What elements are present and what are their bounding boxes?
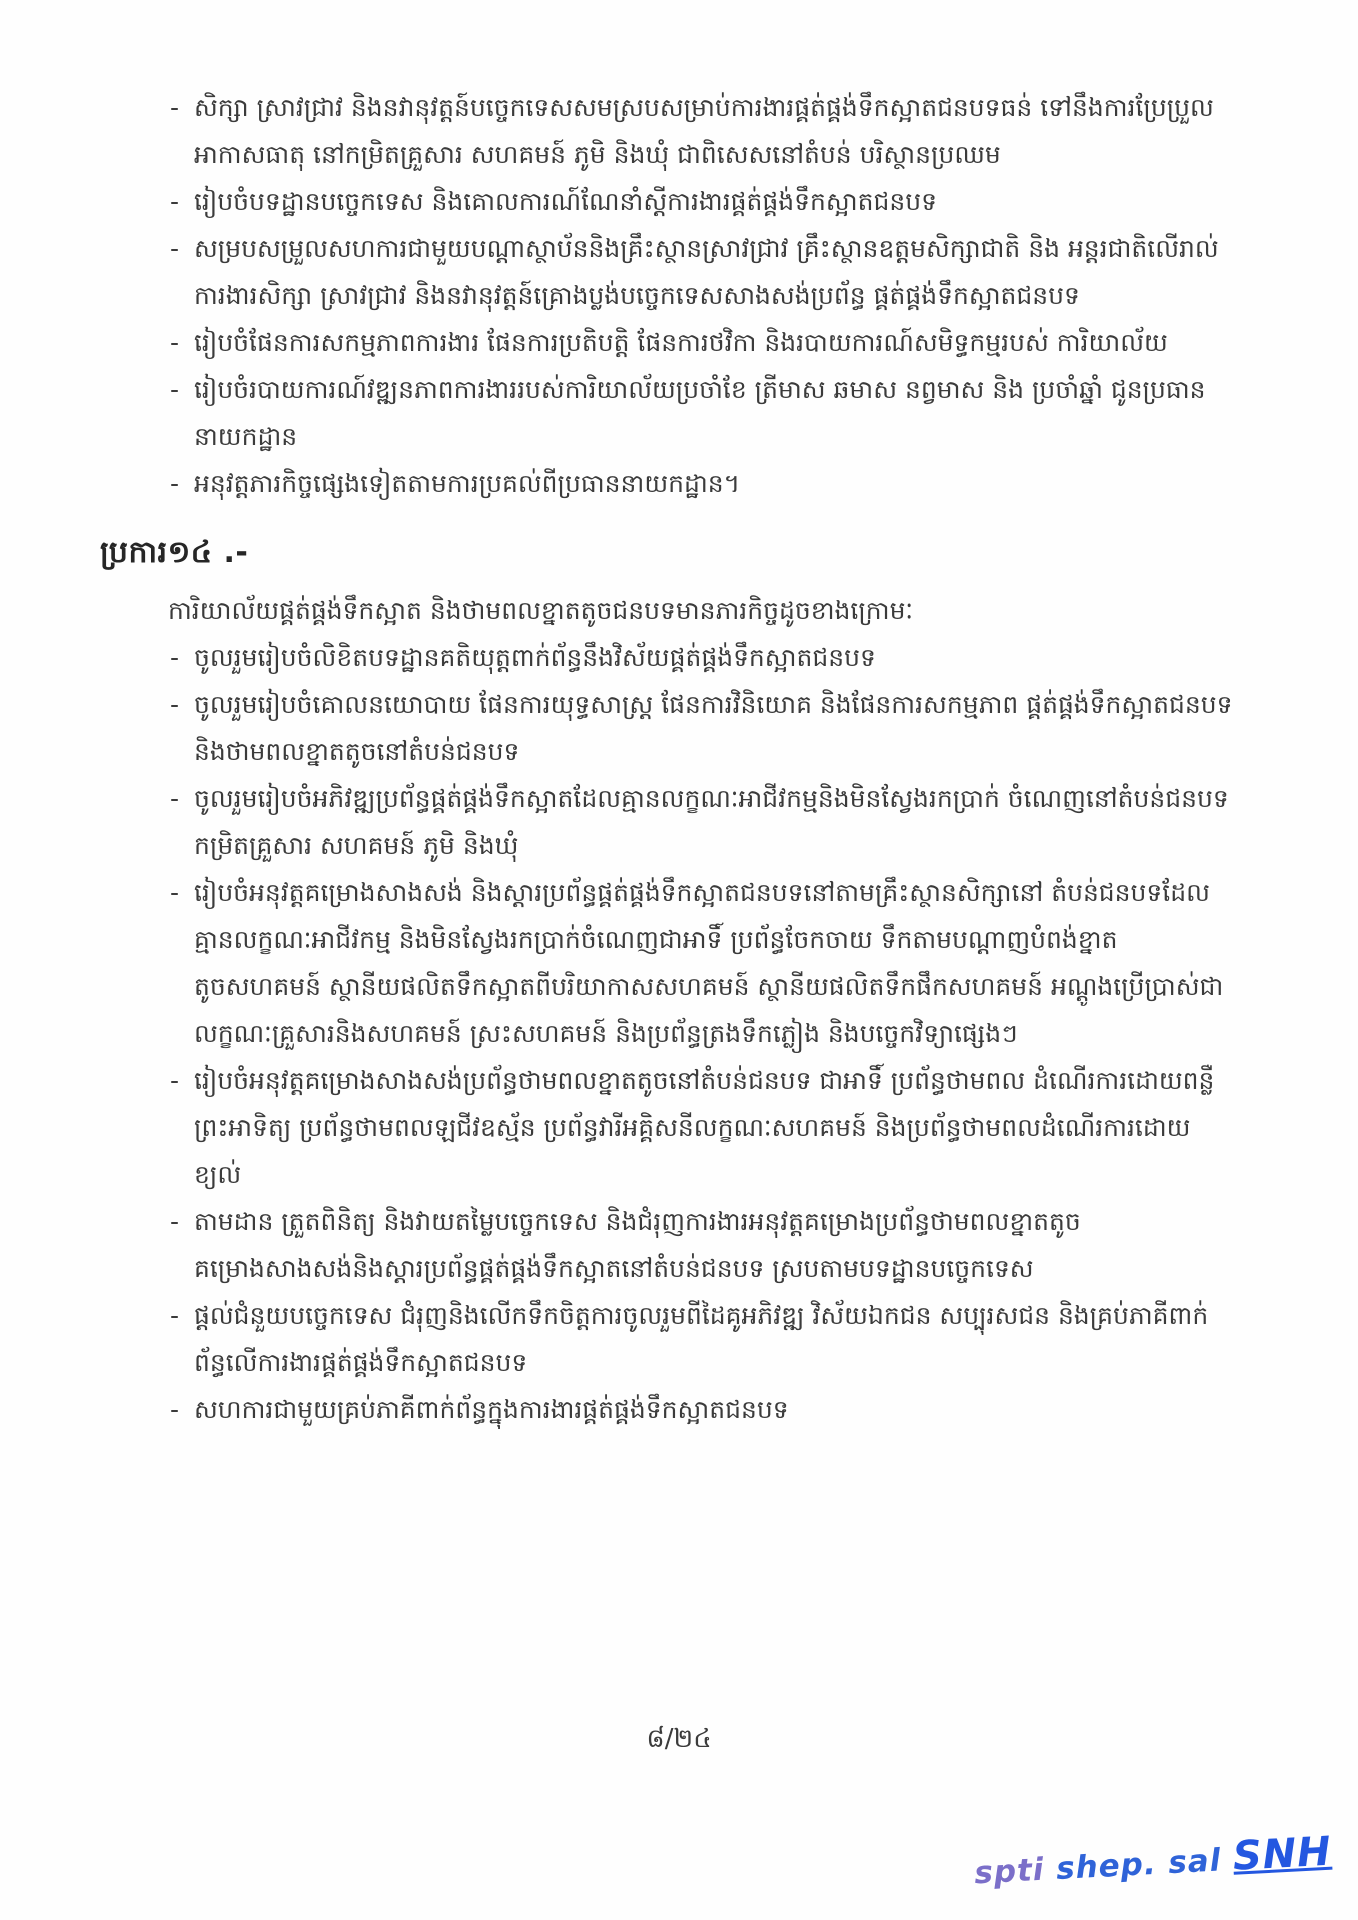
bullet-text: សម្របសម្រួលសហការជាមួយបណ្ដាស្ថាប័ននិងគ្រឹះស្ថានស្រាវជ្រាវ គ្រឹះស្ថានឧត្តមសិក្សាជាតិ និង អន្តរជាតិលើរាល់ការងារសិក្សា ស្រាវជ្រាវ និងនវានុវត្តន៍គ្រោងប្លង់បច្ចេកទេសសាងសង់ប្រព័ន្ធ ផ្គត់ផ្គង់ទឹកស្អាតជនបទ bbox=[194, 234, 1219, 310]
bullet-dash: - bbox=[170, 1207, 180, 1236]
bullet-dash: - bbox=[170, 93, 180, 122]
bullet-text: រៀបចំផែនការសកម្មភាពការងារ ផែនការប្រតិបត្តិ ផែនការថវិកា និងរបាយការណ៍សមិទ្ធកម្មរបស់ ការិយាល័យ bbox=[194, 328, 1168, 357]
list-item bbox=[168, 775, 1235, 869]
list-item bbox=[168, 225, 1235, 319]
list-item bbox=[168, 366, 1235, 460]
bullet-text: រៀបចំអនុវត្តគម្រោងសាងសង់ និងស្ដារប្រព័ន្ធផ្គត់ផ្គង់ទឹកស្អាតជនបទនៅតាមគ្រឹះស្ថានសិក្សានៅ តំបន់ជនបទដែលគ្មានលក្ខណៈអាជីវកម្ម និងមិនស្វែងរកប្រាក់ចំណេញជាអាទិ៍ ប្រព័ន្ធចែកចាយ ទឹកតាមបណ្ដាញបំពង់ខ្នាតតូចសហគមន៍ ស្ថានីយផលិតទឹកស្អាតពីបរិយាកាសសហគមន៍ ស្ថានីយផលិតទឹកផឹកសហគមន៍ អណ្ដូងប្រើប្រាស់ជាលក្ខណៈគ្រួសារនិងសហគមន៍ ស្រះសហគមន៍ និងប្រព័ន្ធត្រងទឹកភ្លៀង និងបច្ចេកវិទ្យាផ្សេងៗ bbox=[194, 878, 1224, 1048]
list-item bbox=[168, 634, 1235, 681]
bullet-text: សហការជាមួយគ្រប់ភាគីពាក់ព័ន្ធក្នុងការងារផ្គត់ផ្គង់ទឹកស្អាតជនបទ bbox=[194, 1395, 789, 1424]
article-bullet-list bbox=[168, 634, 1235, 1433]
bullet-dash: - bbox=[170, 1395, 180, 1424]
article-intro: ការិយាល័យផ្គត់ផ្គង់ទឹកស្អាត និងថាមពលខ្នាតតូចជនបទមានភារកិច្ចដូចខាងក្រោមៈ bbox=[168, 596, 914, 625]
signature-part-1: spti bbox=[973, 1851, 1046, 1892]
bullet-dash: - bbox=[170, 469, 180, 498]
bullet-text: ផ្ដល់ជំនួយបច្ចេកទេស ជំរុញនិងលើកទឹកចិត្តការចូលរួមពីដៃគូអភិវឌ្ឍ វិស័យឯកជន សប្បុរសជន និងគ្រប់ភាគីពាក់ព័ន្ធលើការងារផ្គត់ផ្គង់ទឹកស្អាតជនបទ bbox=[194, 1301, 1209, 1377]
list-item bbox=[168, 319, 1235, 366]
document-content bbox=[100, 84, 1235, 1433]
list-item bbox=[168, 84, 1235, 178]
article-heading: ប្រការ១៤ .- bbox=[100, 535, 249, 570]
bullet-dash: - bbox=[170, 784, 180, 813]
list-item bbox=[168, 869, 1235, 1057]
bullet-dash: - bbox=[170, 328, 180, 357]
bullet-text: ចូលរួមរៀបចំគោលនយោបាយ ផែនការយុទ្ធសាស្ត្រ ផែនការវិនិយោគ និងផែនការសកម្មភាព ផ្គត់ផ្គង់ទឹកស្អាតជនបទ និងថាមពលខ្នាតតូចនៅតំបន់ជនបទ bbox=[194, 690, 1233, 766]
signature-part-2: shep. sal bbox=[1055, 1842, 1223, 1888]
bullet-text: ចូលរួមរៀបចំអភិវឌ្ឍប្រព័ន្ធផ្គត់ផ្គង់ទឹកស្អាតដែលគ្មានលក្ខណៈអាជីវកម្មនិងមិនស្វែងរកប្រាក់ ចំណេញនៅតំបន់ជនបទកម្រិតគ្រួសារ សហគមន៍ ភូមិ និងឃុំ bbox=[194, 784, 1229, 860]
bullet-dash: - bbox=[170, 643, 180, 672]
signature-part-3: SNH bbox=[1231, 1828, 1333, 1880]
bullet-dash: - bbox=[170, 375, 180, 404]
bullet-text: រៀបចំបទដ្ឋានបច្ចេកទេស និងគោលការណ៍ណែនាំស្ដីការងារផ្គត់ផ្គង់ទឹកស្អាតជនបទ bbox=[194, 187, 937, 216]
bullet-dash: - bbox=[170, 234, 180, 263]
bullet-dash: - bbox=[170, 187, 180, 216]
bullet-dash: - bbox=[170, 1066, 180, 1095]
list-item bbox=[168, 1292, 1235, 1386]
list-item bbox=[168, 178, 1235, 225]
page-number: ៨/២៤ bbox=[646, 1724, 712, 1754]
bullet-text: រៀបចំរបាយការណ៍វឌ្ឍនភាពការងាររបស់ការិយាល័យប្រចាំខែ ត្រីមាស ឆមាស នព្វមាស និង ប្រចាំឆ្នាំ ជូនប្រធាននាយកដ្ឋាន bbox=[194, 375, 1206, 451]
bullet-text: អនុវត្តភារកិច្ចផ្សេងទៀតតាមការប្រគល់ពីប្រធាននាយកដ្ឋាន។ bbox=[194, 469, 741, 498]
top-bullet-list bbox=[168, 84, 1235, 507]
bullet-text: រៀបចំអនុវត្តគម្រោងសាងសង់ប្រព័ន្ធថាមពលខ្នាតតូចនៅតំបន់ជនបទ ជាអាទិ៍ ប្រព័ន្ធថាមពល ដំណើរការដោយពន្លឺព្រះអាទិត្យ ប្រព័ន្ធថាមពលឡជីវឧស្ម័ន ប្រព័ន្ធវារីអគ្គិសនីលក្ខណៈសហគមន៍ និងប្រព័ន្ធថាមពលដំណើរការដោយខ្យល់ bbox=[194, 1066, 1215, 1189]
bullet-dash: - bbox=[170, 690, 180, 719]
list-item bbox=[168, 1057, 1235, 1198]
bullet-dash: - bbox=[170, 878, 180, 907]
list-item bbox=[168, 460, 1235, 507]
bullet-text: ចូលរួមរៀបចំលិខិតបទដ្ឋានគតិយុត្តពាក់ព័ន្ធនឹងវិស័យផ្គត់ផ្គង់ទឹកស្អាតជនបទ bbox=[194, 643, 876, 672]
list-item bbox=[168, 1386, 1235, 1433]
bullet-dash: - bbox=[170, 1301, 180, 1330]
bullet-text: តាមដាន ត្រួតពិនិត្យ និងវាយតម្លៃបច្ចេកទេស និងជំរុញការងារអនុវត្តគម្រោងប្រព័ន្ធថាមពលខ្នាតតូច គម្រោងសាងសង់និងស្ដារប្រព័ន្ធផ្គត់ផ្គង់ទឹកស្អាតនៅតំបន់ជនបទ ស្របតាមបទដ្ឋានបច្ចេកទេស bbox=[194, 1207, 1081, 1283]
signature-handwriting bbox=[973, 1829, 1333, 1894]
list-item bbox=[168, 1198, 1235, 1292]
bullet-text: សិក្សា ស្រាវជ្រាវ និងនវានុវត្តន៍បច្ចេកទេសសមស្របសម្រាប់ការងារផ្គត់ផ្គង់ទឹកស្អាតជនបទធន់ ទៅនឹងការប្រែប្រួលអាកាសធាតុ នៅកម្រិតគ្រួសារ សហគមន៍ ភូមិ និងឃុំ ជាពិសេសនៅតំបន់ បរិស្ថានប្រឈម bbox=[194, 93, 1214, 169]
list-item bbox=[168, 681, 1235, 775]
